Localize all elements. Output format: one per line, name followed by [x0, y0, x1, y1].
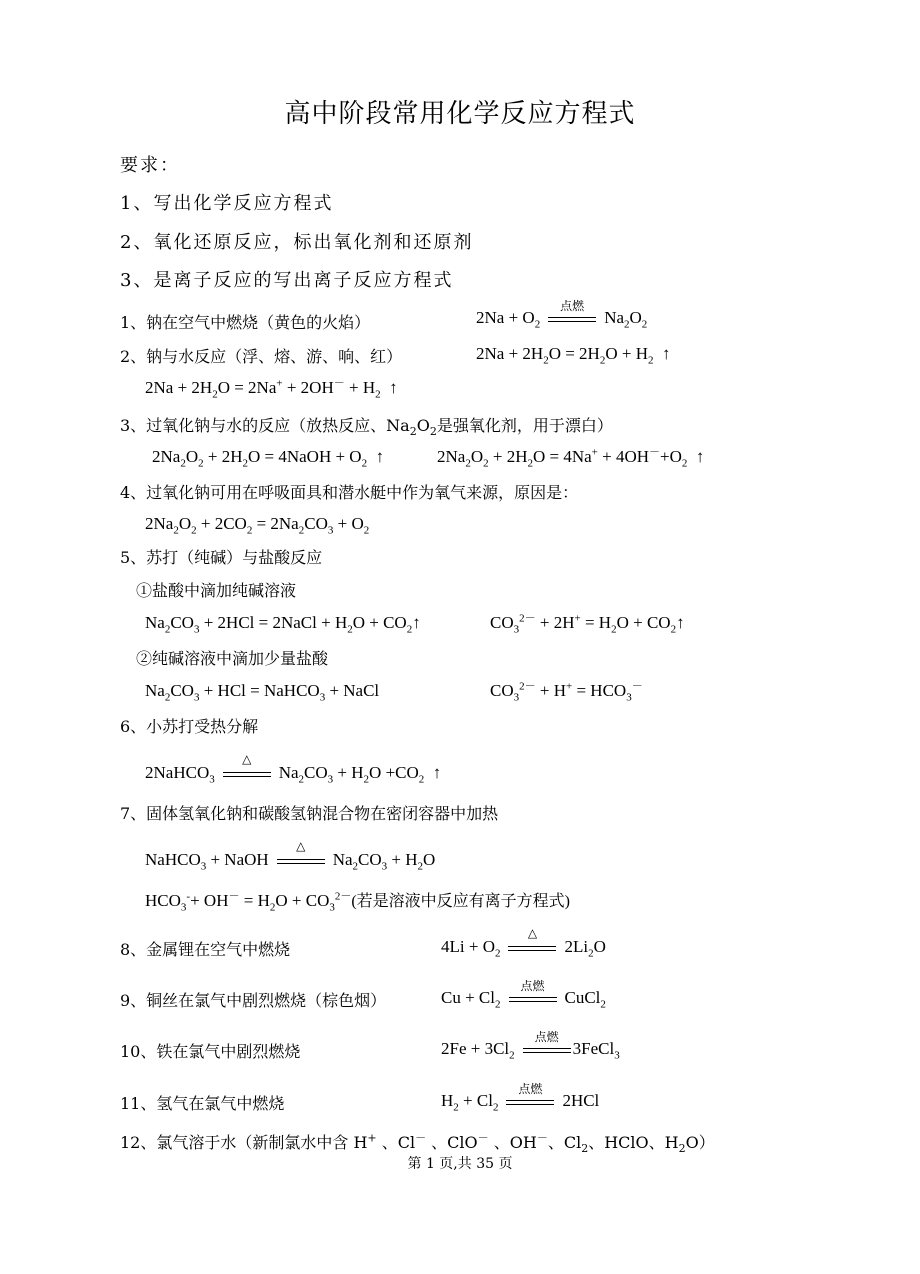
page-footer: 第 1 页,共 35 页 [407, 1156, 513, 1172]
equation-8: $4Li + O_2$ △ $2Li_2O$ [441, 926, 606, 960]
item-4: 4、过氧化钠可用在呼吸面具和潜水艇中作为氧气来源，原因是： [120, 483, 579, 502]
item-3: 3、过氧化钠与水的反应（放热反应、$Na_2O_2$是强氧化剂，用于漂白） [120, 416, 613, 439]
item-8: 8、金属锂在空气中燃烧 [120, 940, 291, 959]
ignite-label: 点燃 [560, 299, 585, 314]
ignite-label: 点燃 [534, 1030, 559, 1045]
item-5b: ②纯碱溶液中滴加少量盐酸 [136, 649, 329, 668]
ionic-equation-5a: $CO_3^{2-} + 2H^+ = H_2O$ + $CO_2↑$ [490, 612, 685, 636]
item-9: 9、铜丝在氯气中剧烈燃烧（棕色烟） [120, 991, 387, 1010]
ionic-equation-3: $2Na_2O_2 + 2H_2O = 4Na^+ + 4OH^-+O_2$ ↑ [437, 446, 705, 470]
ionic-equation-2: $2Na + 2H_2O = 2Na^+ + 2OH^- + H_2$ ↑ [145, 377, 398, 401]
item-7: 7、固体氢氧化钠和碳酸氢钠混合物在密闭容器中加热 [120, 804, 499, 823]
ignite-label: 点燃 [520, 979, 545, 994]
page-title: 高中阶段常用化学反应方程式 [284, 99, 636, 129]
item-5: 5、苏打（纯碱）与盐酸反应 [120, 548, 323, 567]
heat-label: △ [527, 926, 538, 941]
equation-9: $Cu + Cl_2$ 点燃 CuCl$_2$ [441, 979, 606, 1011]
ignite-label: 点燃 [518, 1082, 543, 1097]
equation-5a: $Na_2CO_3 + 2HCl$ = 2NaCl + $H_2O$ + $CO_2↑$ [145, 613, 421, 636]
item-1: 1、钠在空气中燃烧（黄色的火焰） [120, 313, 371, 332]
heat-label: △ [296, 839, 306, 854]
equation-11: $H_2 + Cl_2$ 点燃 2HCl [441, 1082, 600, 1114]
ionic-equation-5b: $CO_3^{2-} + H^+ = HCO_3^-$ [490, 680, 643, 704]
item-11: 11、氢气在氯气中燃烧 [120, 1094, 285, 1113]
item-2: 2、钠与水反应（浮、熔、游、响、红） [120, 347, 403, 366]
requirements-heading: 要求： [120, 155, 180, 176]
equation-6: 2NaHCO$_3$ △ $Na_2CO_3 + H_2O +CO_2$ ↑ [145, 752, 442, 786]
item-5a: ①盐酸中滴加纯碱溶液 [136, 581, 297, 600]
equation-7: NaHCO$_3$ + NaOH △ $Na_2CO_3 + H_2O$ [145, 839, 436, 873]
equation-10: $2Fe + 3Cl_2$ 点燃 3FeCl$_3$ [441, 1030, 620, 1062]
equation-2: $2Na + 2H_2O = 2H_2O + H_2$ ↑ [476, 344, 671, 367]
equation-1: $2Na + O_2$ 点燃 $Na_2O_2$ [476, 299, 648, 331]
equation-5b: $Na_2CO_3$ + HCl = NaHCO$_3$ + NaCl [145, 681, 380, 704]
item-12: 12、氯气溶于水（新制氯水中含 H+ 、Cl－ 、ClO－ 、OH－、$Cl_2$、HClO、$H_2O$） [120, 1131, 715, 1156]
requirement-1: 1、写出化学反应方程式 [120, 193, 334, 214]
heat-label: △ [242, 752, 252, 767]
requirement-3: 3、是离子反应的写出离子反应方程式 [120, 270, 454, 291]
requirement-2: 2、氧化还原反应，标出氧化剂和还原剂 [120, 232, 474, 253]
ionic-equation-7: $HCO_3^-+ OH^- = H_2O + CO_3^{2-}$(若是溶液中反应有离子方程式) [145, 890, 571, 914]
item-6: 6、小苏打受热分解 [120, 717, 259, 736]
equation-3: $2Na_2O_2 + 2H_2O$ = 4NaOH + $O_2$ ↑ [152, 447, 385, 470]
equation-4: $2Na_2O_2 + 2CO_2 = 2Na_2CO_3 + O_2$ [145, 514, 370, 537]
item-10: 10、铁在氯气中剧烈燃烧 [120, 1042, 301, 1061]
